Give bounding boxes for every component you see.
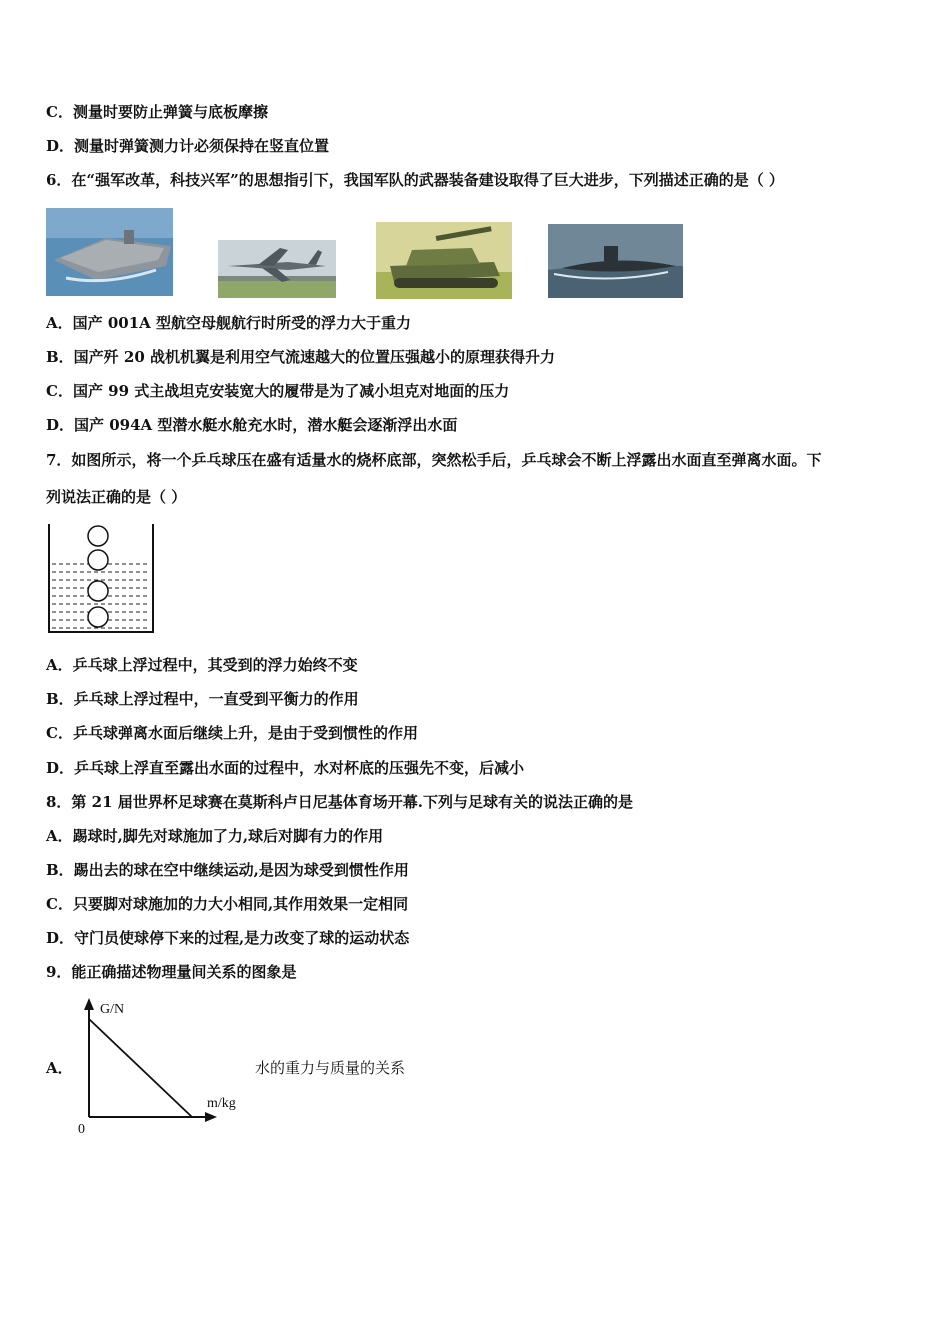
q5-option-d: D．测量时弹簧测力计必须保持在竖直位置 <box>46 137 330 155</box>
q8-option-b: B．踢出去的球在空中继续运动,是因为球受到惯性作用 <box>46 861 409 879</box>
q6-stem: 6．在“强军改革，科技兴军”的思想指引下，我国军队的武器装备建设取得了巨大进步，下列描述正确的是（ ） <box>46 171 784 189</box>
fighter-jet-photo <box>218 240 336 298</box>
aircraft-carrier-photo <box>46 208 173 296</box>
y-axis-label: G/N <box>100 1002 125 1017</box>
origin-label: 0 <box>78 1122 85 1137</box>
q6-option-b: B．国产歼 20 战机机翼是利用空气流速越大的位置压强越小的原理获得升力 <box>46 348 555 366</box>
q8-stem: 8．第 21 届世界杯足球赛在莫斯科卢日尼基体育场开幕.下列与足球有关的说法正确的是 <box>46 793 633 811</box>
q9-stem: 9．能正确描述物理量间关系的图象是 <box>46 963 297 981</box>
q6-option-d: D．国产 094A 型潜水艇水舱充水时，潜水艇会逐渐浮出水面 <box>46 416 458 434</box>
q7-option-b: B．乒乓球上浮过程中，一直受到平衡力的作用 <box>46 690 359 708</box>
submarine-photo <box>548 224 683 298</box>
gravity-mass-graph <box>74 995 250 1137</box>
q8-option-c: C．只要脚对球施加的力大小相同,其作用效果一定相同 <box>46 895 409 913</box>
q7-option-c: C．乒乓球弹离水面后继续上升，是由于受到惯性的作用 <box>46 724 418 742</box>
x-axis-label: m/kg <box>207 1096 236 1111</box>
y-axis-arrow-icon <box>84 998 94 1010</box>
q8-option-a: A．踢球时,脚先对球施加了力,球后对脚有力的作用 <box>46 827 384 845</box>
x-axis-arrow-icon <box>205 1112 217 1122</box>
beaker-pingpong-diagram <box>46 522 158 636</box>
q9-option-a-description: 水的重力与质量的关系 <box>255 1059 406 1077</box>
q8-option-d: D．守门员使球停下来的过程,是力改变了球的运动状态 <box>46 929 410 947</box>
q7-option-a: A．乒乓球上浮过程中，其受到的浮力始终不变 <box>46 656 358 674</box>
q5-option-c: C．测量时要防止弹簧与底板摩擦 <box>46 103 268 121</box>
tank-photo <box>376 222 512 299</box>
q7-option-d: D．乒乓球上浮直至露出水面的过程中，水对杯底的压强先不变，后减小 <box>46 759 525 777</box>
q7-stem-line-1: 7．如图所示，将一个乒乓球压在盛有适量水的烧杯底部，突然松手后，乒乓球会不断上浮露出水面直至弹离水面。下 <box>46 451 822 469</box>
graph-line <box>89 1019 192 1117</box>
q9-option-a-label: A． <box>46 1059 73 1077</box>
q7-stem-line-2: 列说法正确的是（ ） <box>46 488 187 506</box>
q6-option-a: A．国产 001A 型航空母舰航行时所受的浮力大于重力 <box>46 314 412 332</box>
q6-option-c: C．国产 99 式主战坦克安装宽大的履带是为了减小坦克对地面的压力 <box>46 382 510 400</box>
